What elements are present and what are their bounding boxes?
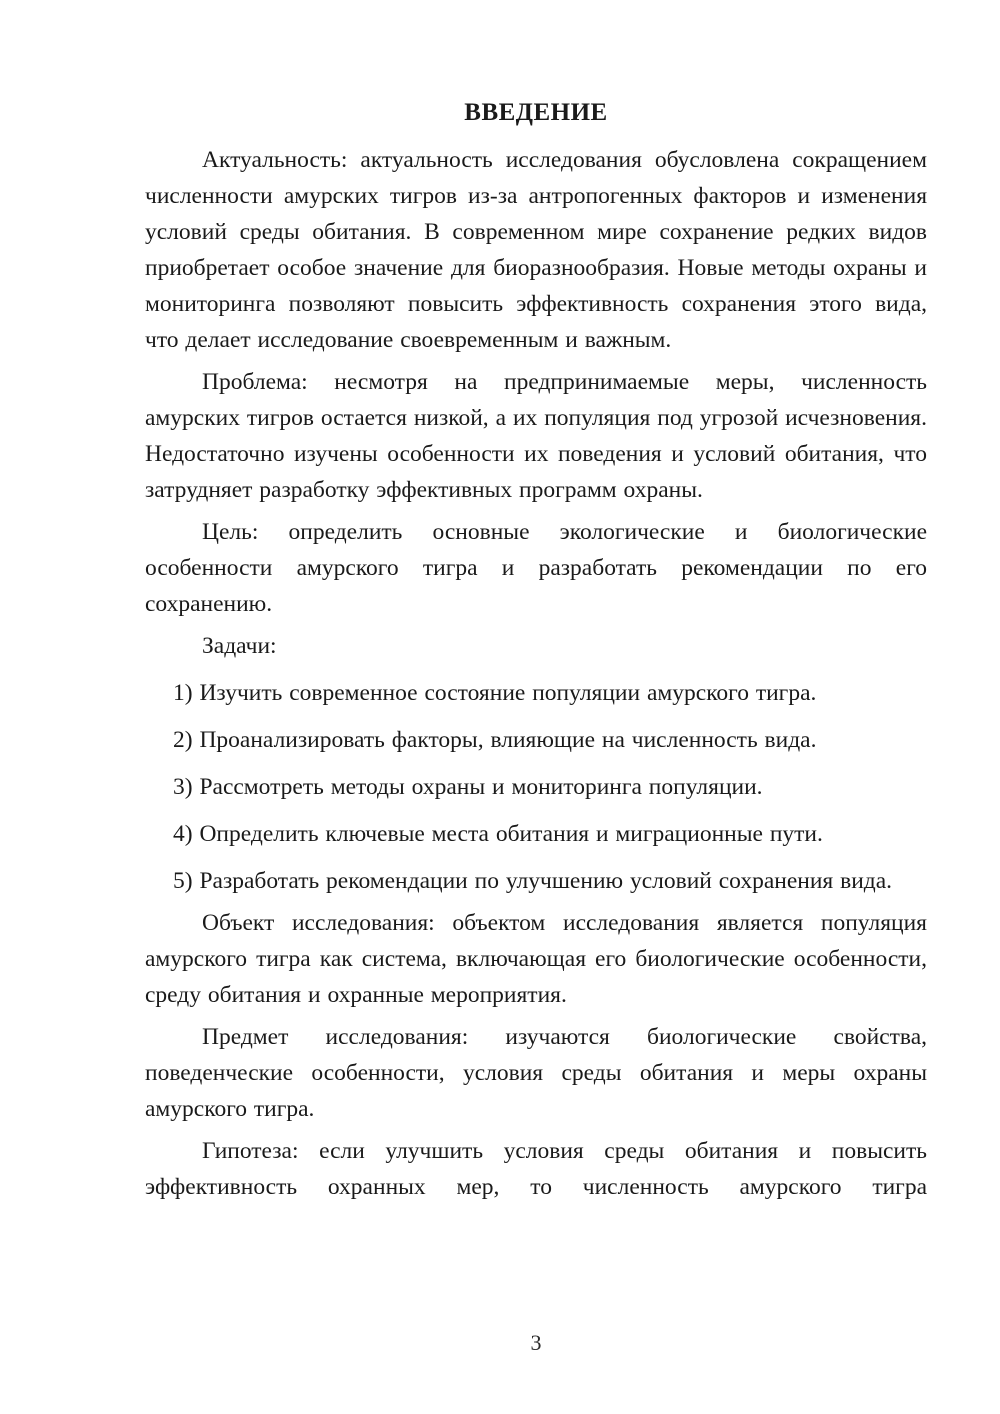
paragraph-goal: Цель: определить основные экологические и биологические особенности амурского тигра и разработать рекомендации по его сохранению. [145, 519, 927, 617]
task-item-3: 3) Рассмотреть методы охраны и мониторинга популяции. [173, 774, 763, 800]
paragraph-object: Объект исследования: объектом исследования является популяция амурского тигра как система, включающая его биологические особенности, среду обитания и охранные мероприятия. [145, 910, 927, 1008]
page-content [145, 95, 927, 1211]
task-item-1: 1) Изучить современное состояние популяции амурского тигра. [173, 680, 817, 706]
task-item-4: 4) Определить ключевые места обитания и миграционные пути. [173, 821, 823, 847]
paragraph-subject: Предмет исследования: изучаются биологические свойства, поведенческие особенности, условия среды обитания и меры охраны амурского тигра. [145, 1024, 927, 1122]
paragraph-relevance: Актуальность: актуальность исследования обусловлена сокращением численности амурских тигров из-за антропогенных факторов и изменения условий среды обитания. В современном мире сохранение редких видов приобретает особое значение для биоразнообразия. Новые методы охраны и мониторинга позволяют повысить эффективность сохранения этого вида, что делает исследование своевременным и важным. [145, 147, 927, 353]
paragraph-problem: Проблема: несмотря на предпринимаемые меры, численность амурских тигров остается низкой, а их популяция под угрозой исчезновения. Недостаточно изучены особенности их поведения и условий обитания, что затрудняет разработку эффективных программ охраны. [145, 369, 927, 503]
tasks-heading: Задачи: [202, 633, 277, 659]
section-title: ВВЕДЕНИЕ [464, 99, 608, 126]
page-number: 3 [530, 1330, 542, 1355]
task-item-5: 5) Разработать рекомендации по улучшению условий сохранения вида. [173, 868, 893, 894]
paragraph-hypothesis: Гипотеза: если улучшить условия среды обитания и повысить эффективность охранных мер, то численность амурского тигра [145, 1138, 927, 1200]
task-item-2: 2) Проанализировать факторы, влияющие на численность вида. [173, 727, 817, 753]
